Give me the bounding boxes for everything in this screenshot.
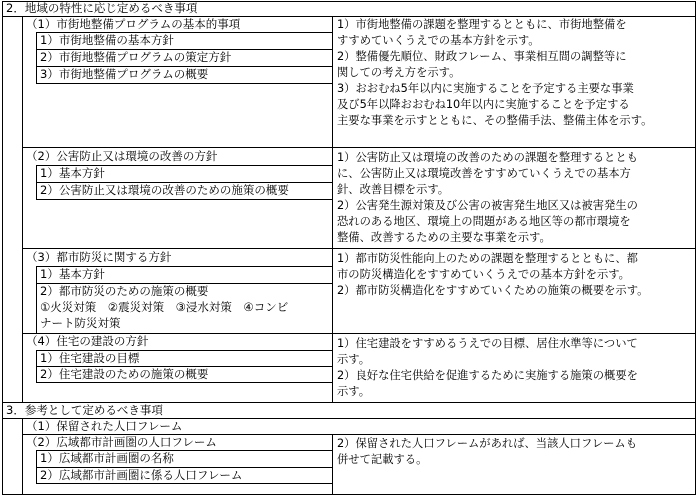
group2-description [337, 150, 638, 246]
section3-group2-item-1: 1）広域都市計画圏の名称 [40, 451, 174, 465]
group2-heading: （2）公害防止又は環境の改善の方針 [26, 149, 218, 163]
group1-description [337, 17, 652, 129]
desc-line: 2）整備優先順位、財政フレーム、事業相互間の調整等に [337, 50, 627, 63]
group-divider [22, 147, 696, 148]
group2-item-1: 1）基本方針 [40, 166, 105, 180]
desc-line: 併せて記載する。 [337, 453, 428, 466]
desc-line: 3）おおむね5年以内に実施することを予定する主要な事業 [337, 82, 634, 95]
section3-group1-heading: （1）保留された人口フレーム [26, 419, 183, 433]
group-divider [22, 248, 696, 249]
desc-line: 針、改善目標を示す。 [337, 183, 450, 196]
section3-group2-description [337, 436, 637, 468]
desc-line: 示す。 [337, 385, 370, 398]
group1-item-1: 1）市街地整備の基本方針 [40, 33, 174, 47]
desc-line: 示す。 [337, 353, 370, 366]
group3-item-2: 2）都市防災のための施策の概要 [40, 284, 209, 298]
desc-line: に、公害防止又は環境改善をすすめていくうえでの基本方 [337, 167, 631, 180]
desc-line: 1）市街地整備の課題を整理するとともに、市街地整備を [337, 18, 627, 31]
indent-border [22, 16, 23, 402]
group4-heading: （4）住宅の建設の方針 [26, 334, 149, 348]
desc-line: すすめていくうえでの基本方針を示す。 [337, 34, 540, 47]
desc-line: 2）公害発生源対策及び公害の被害発生地区又は被害発生の [337, 199, 638, 212]
group3-subtext-1: ①火災対策 ②震災対策 ③浸水対策 ④コンビ [40, 300, 289, 314]
group3-heading: （3）都市防災に関する方針 [26, 250, 172, 264]
desc-line: 市の防災構造化をすすめていくうえでの基本方針を示す。 [337, 268, 630, 281]
desc-line: 関しての考え方を示す。 [337, 66, 461, 79]
group2-item-2: 2）公害防止又は環境の改善のための施策の概要 [40, 183, 289, 197]
section3-group2-heading: （2）広域都市計画圏の人口フレーム [26, 435, 217, 449]
group4-item-1: 1）住宅建設の目標 [40, 351, 140, 365]
desc-line: 2）都市防災構造化をすすめていくための施策の概要を示す。 [337, 284, 649, 297]
desc-line: 2）良好な住宅供給を促進するために実施する施策の概要を [337, 369, 638, 382]
group1-item-3: 3）市街地整備プログラムの概要 [40, 67, 209, 81]
indent-border [22, 418, 23, 495]
desc-line: 及び5年以降おおむね10年以内に実施することを予定する [337, 98, 630, 111]
desc-line: 恐れのある地区、環境上の問題がある地区等の都市環境を [337, 215, 631, 228]
desc-line: 1）都市防災性能向上のための課題を整理するとともに、都 [337, 252, 638, 265]
group1-heading: （1）市街地整備プログラムの基本的事項 [26, 17, 241, 31]
desc-line: 2）保留された人口フレームがあれば、当該人口フレームも [337, 437, 638, 450]
group4-description [337, 336, 638, 400]
group3-item-1: 1）基本方針 [40, 267, 105, 281]
desc-line: 整備、改善するための主要な事業を示す。 [337, 231, 551, 244]
group4-item-2: 2）住宅建設のための施策の概要 [40, 367, 209, 381]
desc-line: 1）住宅建設をすすめるうえでの目標、居住水準等について [337, 337, 638, 350]
desc-line: 主要な事業を示すとともに、その整備手法、整備主体を示す。 [337, 114, 653, 127]
section3-group2-item-2: 2）広域都市計画圏に係る人口フレーム [40, 468, 243, 482]
group3-description [337, 251, 648, 299]
section3-title: 3．参考として定めるべき事項 [6, 403, 163, 417]
group3-subtext-2: ナート防災対策 [40, 316, 121, 330]
desc-line: 1）公害防止又は環境の改善のための課題を整理するととも [337, 151, 638, 164]
group1-item-2: 2）市街地整備プログラムの策定方針 [40, 50, 232, 64]
section2-title: 2．地域の特性に応じ定めるべき事項 [6, 1, 198, 15]
